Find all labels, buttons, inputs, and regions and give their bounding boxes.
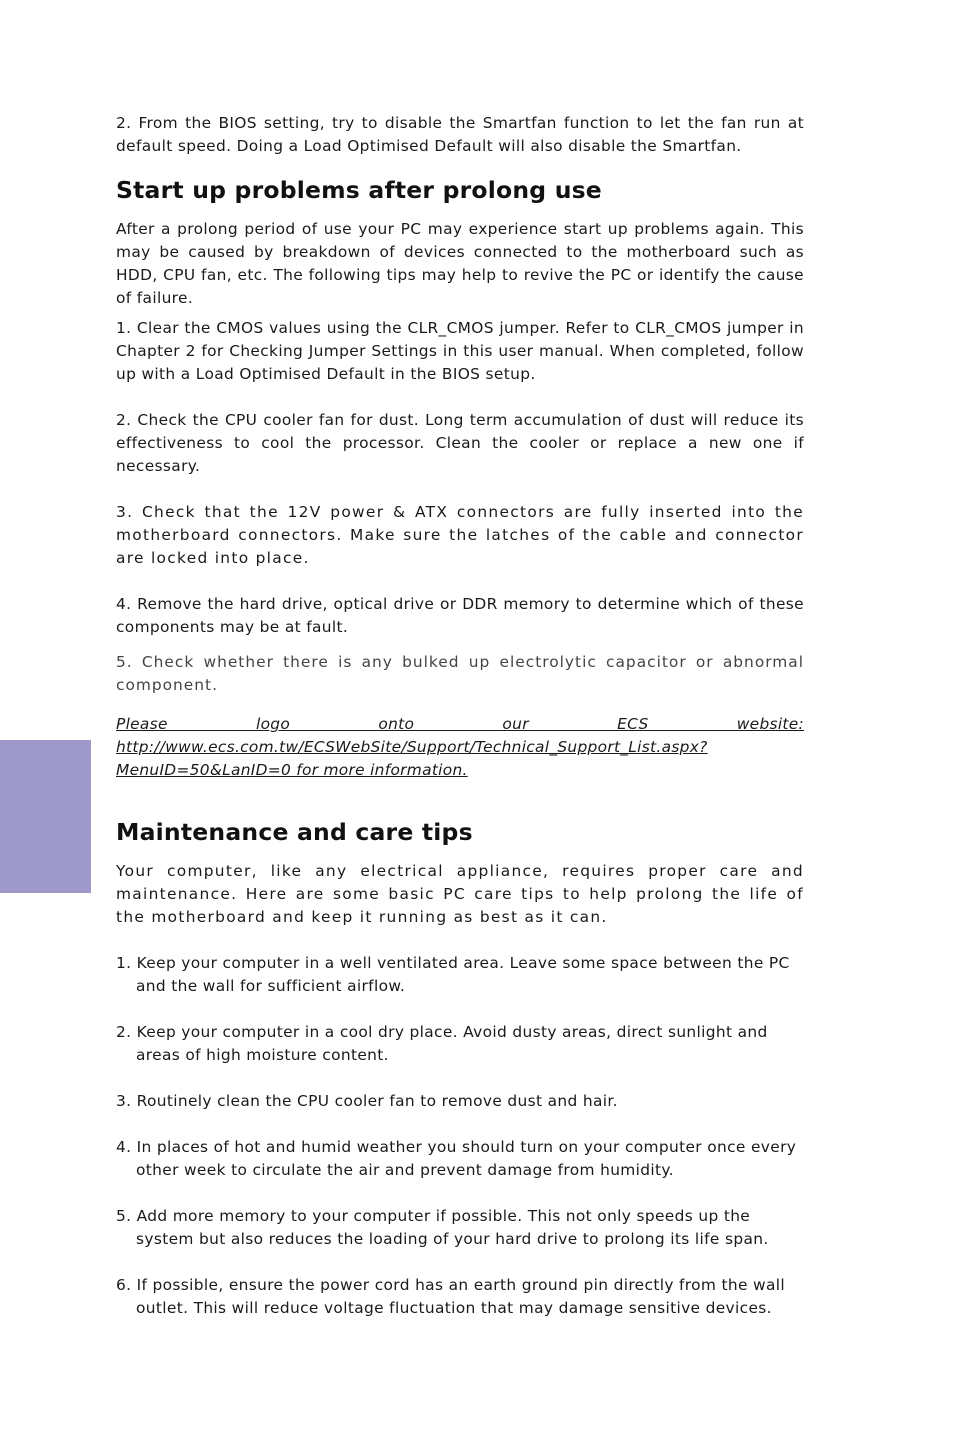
maintenance-item-1: 1. Keep your computer in a well ventilated area. Leave some space between the PC and the wall for sufficient airflow. <box>116 954 790 995</box>
startup-intro: After a prolong period of use your PC may experience start up problems again. This may be caused by breakdown of devices connected to the motherboard such as HDD, CPU fan, etc. The following tips may help to revive the PC or identify the cause of failure. <box>116 220 804 307</box>
startup-item-4: 4. Remove the hard drive, optical drive or DDR memory to determine which of these components may be at fault. <box>116 595 804 636</box>
maintenance-item-6: 6. If possible, ensure the power cord has an earth ground pin directly from the wall outlet. This will reduce voltage fluctuation that may damage sensitive devices. <box>116 1276 786 1317</box>
startup-heading: Start up problems after prolong use <box>116 176 602 204</box>
maintenance-intro: Your computer, like any electrical appliance, requires proper care and maintenance. Here are some basic PC care tips to help prolong the life of the motherboard and keep it running as best as it can. <box>116 862 804 926</box>
maintenance-heading: Maintenance and care tips <box>116 818 473 846</box>
maintenance-item-3: 3. Routinely clean the CPU cooler fan to remove dust and hair. <box>116 1092 618 1110</box>
startup-item-3: 3. Check that the 12V power & ATX connectors are fully inserted into the motherboard connectors. Make sure the latches of the cable and connector are locked into place. <box>116 503 804 567</box>
startup-item-5: 5. Check whether there is any bulked up electrolytic capacitor or abnormal component. <box>116 653 804 694</box>
maintenance-item-4: 4. In places of hot and humid weather you should turn on your computer once every other week to circulate the air and prevent damage from humidity. <box>116 1138 797 1179</box>
maintenance-item-5: 5. Add more memory to your computer if possible. This not only speeds up the system but also reduces the loading of your hard drive to prolong its life span. <box>116 1207 769 1248</box>
side-chapter-tab <box>0 740 91 893</box>
startup-item-2: 2. Check the CPU cooler fan for dust. Long term accumulation of dust will reduce its effectiveness to cool the processor. Clean the cooler or replace a new one if necessary. <box>116 411 804 475</box>
maintenance-item-2: 2. Keep your computer in a cool dry place. Avoid dusty areas, direct sunlight and areas of high moisture content. <box>116 1023 768 1064</box>
startup-item-1: 1. Clear the CMOS values using the CLR_CMOS jumper. Refer to CLR_CMOS jumper in Chapter 2 for Checking Jumper Settings in this user manual. When completed, follow up with a Load Optimised Default in the BIOS setup. <box>116 319 804 383</box>
intro-item: 2. From the BIOS setting, try to disable the Smartfan function to let the fan run at default speed. Doing a Load Optimised Default will also disable the Smartfan. <box>116 114 804 155</box>
page-content <box>116 112 804 1320</box>
ecs-website-link[interactable]: Please logo onto our ECS website: http://www.ecs.com.tw/ECSWebSite/Support/Technical_Support_List.aspx?MenuID=50&LanID=0 for more information. <box>116 715 804 779</box>
